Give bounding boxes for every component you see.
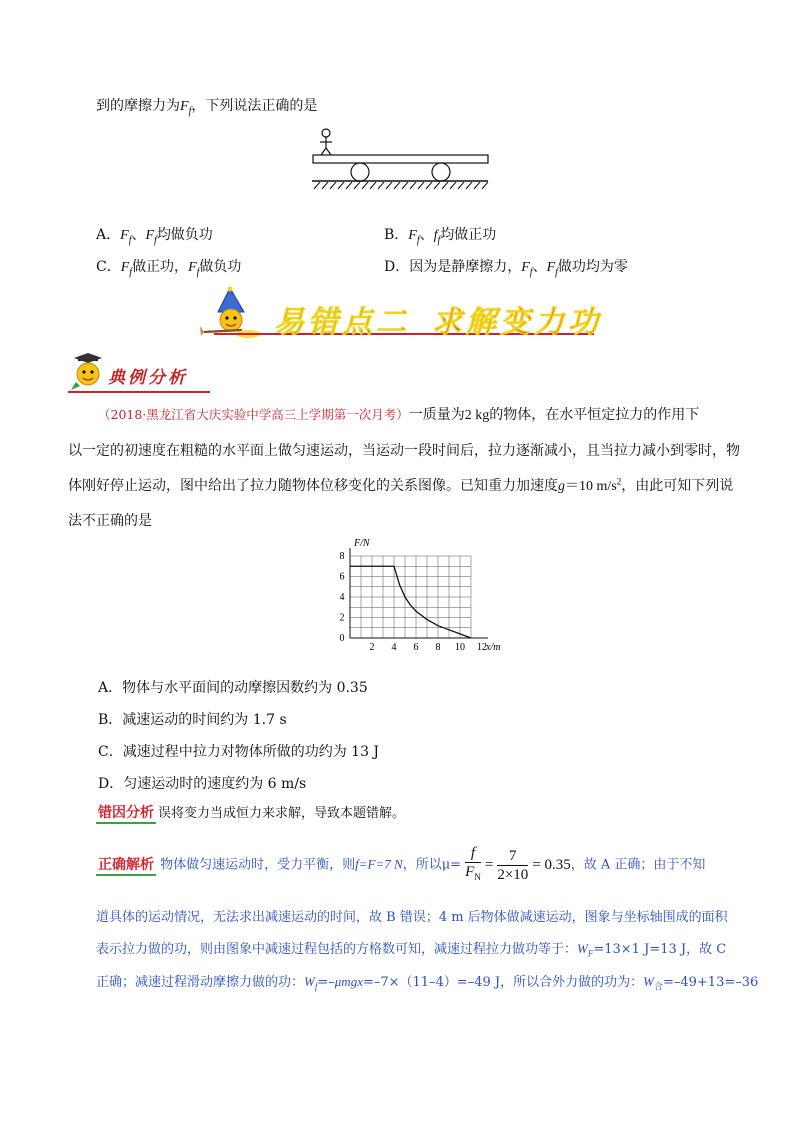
intro-text-tail: ，下列说法正确的是 [191,98,318,114]
solution-eq: μmgx [334,974,363,989]
section-label-underline [68,391,210,393]
example-source: （2018·黑龙江省大庆实验中学高三上学期第一次月考） [98,407,409,422]
option-sep: 、 [419,227,434,243]
work-subscript: f [314,981,318,992]
option-symbol: F [188,260,197,275]
fraction-value [497,847,528,884]
fraction-result: = 0.35 [532,856,571,873]
solution-text: ，故 A 正确；由于不知 [570,857,706,873]
option-text: 均做正功 [440,227,497,243]
example-text: ，由此可知下列说 [621,478,734,494]
option-sep: 、 [532,259,547,275]
y-tick-label: 8 [339,551,345,562]
board [313,155,488,163]
fraction-numerator: f [465,844,481,863]
q2-option-d[interactable] [98,773,306,793]
error-reason-tag: 错因分析 [96,804,156,824]
solution-line-3 [96,938,726,959]
option-label: D． [384,259,410,275]
example-text: 的物体，在水平恒定拉力的作用下 [489,407,700,423]
x-tick-label: 12 [477,642,487,653]
example-line-3 [68,475,733,495]
option-symbol: F [521,260,530,275]
section-label-example: 典例分析 [108,368,188,388]
y-tick-label: 4 [339,592,345,603]
example-mass: 2 kg [464,408,490,423]
example-line-4: 法不正确的是 [68,513,152,529]
example-line-2: 以一定的初速度在粗糙的水平面上做匀速运动，当运动一段时间后，拉力逐渐减小，且当拉力减小到零时，物 [68,443,740,459]
q1-option-c[interactable] [96,256,241,278]
x-tick-label: 4 [391,642,397,653]
example-text: 体刚好停止运动，图中给出了拉力随物体位移变化的关系图像。已知重力加速度 [68,478,558,494]
gravity-symbol: g [558,479,565,494]
solution-tag: 正确解析 [96,856,156,876]
option-text: 物体与水平面间的动摩擦因数约为 0.35 [122,680,368,696]
option-text: 做功均为零 [557,259,628,275]
option-text: 因为是静摩擦力， [409,259,522,275]
board-roller-figure [308,124,492,194]
x-tick-label: 6 [413,642,419,653]
solution-line-1 [96,844,705,886]
intro-text: 到的摩擦力为 [96,98,180,114]
solution-text: 表示拉力做的功，则由图象中减速过程包括的方格数可知，减速过程拉力做功等于： [96,942,578,957]
option-subscript: f [555,266,558,278]
solution-line-2: 道具体的运动情况，无法求出减速运动的时间，故 B 错误；4 m 后物体做减速运动，图象与坐标轴围成的面积 [96,910,728,925]
gravity-exponent: 2 [616,476,622,487]
option-label: B． [384,227,409,243]
option-sep: 、 [131,227,146,243]
solution-text: =–49+13=–36 [662,975,759,990]
option-text: 减速运动的时间约为 1.7 s [122,712,287,728]
option-sep: 做正功， [132,259,189,275]
option-label: C． [98,744,123,760]
equals-sign: = [484,856,494,873]
option-symbol: F [120,260,130,275]
option-symbol: F [546,260,556,275]
roller-right [432,163,450,181]
roller-left [351,163,369,181]
fraction-denominator: 2×10 [497,866,529,883]
example-line-1 [98,404,699,424]
option-symbol: f [433,228,438,243]
x-tick-label: 8 [435,642,441,653]
option-subscript: f [129,266,133,278]
y-tick-label: 0 [339,633,345,644]
solution-line-4 [96,971,758,993]
q2-option-b[interactable] [98,709,287,729]
work-subscript: F [587,948,594,959]
solution-text: =13×1 J=13 J，故 C [593,942,727,957]
friction-subscript: f [188,105,192,117]
option-symbol: F [120,228,129,243]
solution-text: =–7×（11–4）=–49 J，所以合外力做的功为： [362,975,644,990]
option-symbol: F [408,228,417,243]
work-symbol: W [304,974,315,989]
scholar-mascot-icon [68,352,108,392]
option-subscript: f [196,266,200,278]
option-subscript: f [416,234,420,246]
friction-symbol: F [180,99,189,114]
chart-axes [350,548,488,638]
fraction-numerator: 7 [497,847,528,866]
option-label: C． [96,259,121,275]
work-symbol: W [577,941,588,956]
fraction-denominator-sub: N [474,872,481,882]
option-symbol: F [145,228,155,243]
q2-option-a[interactable] [98,677,368,697]
fraction-mu [465,844,481,886]
option-subscript: f [154,234,157,246]
x-tick-label: 2 [369,642,375,653]
q2-option-c[interactable] [98,741,379,761]
banner-title: 易错点二 求解变力功 [274,305,602,340]
option-label: A． [96,227,121,243]
option-subscript: f [437,234,441,246]
option-label: B． [98,712,123,728]
work-symbol: W [643,974,654,989]
solution-text: 物体做匀速运动时，受力平衡，则 [160,857,356,873]
example-text: 一质量为 [408,407,465,423]
q1-option-b[interactable] [384,224,496,246]
wizard-mascot-icon [200,286,270,340]
solution-text: =– [317,975,335,990]
ground-hatching [314,182,488,189]
q1-option-d[interactable] [384,256,628,278]
force-displacement-chart [326,535,506,655]
person-figure [320,129,332,155]
x-tick-label: 10 [455,642,465,653]
solution-eq: f=F=7 N [355,856,403,872]
option-text: 做负功 [199,259,242,275]
chart-y-label: F/N [354,538,370,549]
solution-text: ，所以μ= [402,857,462,873]
question-intro [96,95,317,117]
chart-x-label: x/m [486,642,501,653]
chart-grid [350,556,471,638]
fraction-denominator: F [465,864,475,880]
gravity-value: ＝10 m/s [565,479,617,494]
option-text: 均做负功 [156,227,213,243]
chart-series-line [350,566,471,638]
option-text: 匀速运动时的速度约为 6 m/s [123,776,307,792]
option-label: D． [98,776,124,792]
option-subscript: f [128,234,132,246]
y-tick-label: 6 [339,571,345,583]
error-reason-text: 误将变力当成恒力来求解，导致本题错解。 [158,806,406,821]
error-reason [96,802,405,822]
option-text: 减速过程中拉力对物体所做的功约为 13 J [122,744,380,760]
option-label: A． [98,680,123,696]
solution-text: 正确；减速过程滑动摩擦力做的功： [96,975,305,990]
q1-option-a[interactable] [96,224,213,246]
y-tick-label: 2 [339,612,345,624]
work-subscript: 合 [653,982,663,993]
option-subscript: f [529,266,533,278]
